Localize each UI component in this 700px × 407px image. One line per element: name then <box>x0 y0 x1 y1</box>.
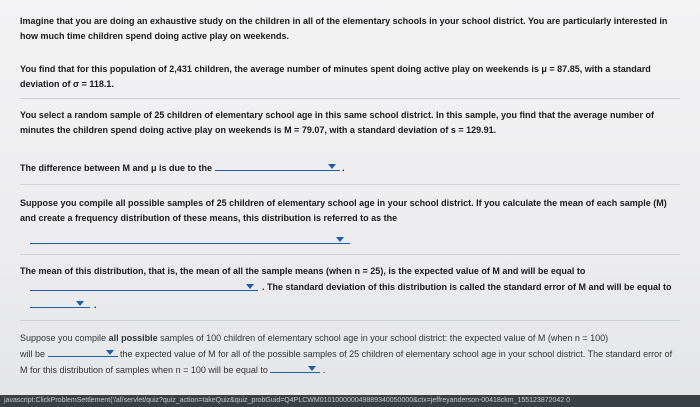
question-3-continued <box>262 280 682 295</box>
standard-error-100-dropdown[interactable] <box>270 362 320 373</box>
question-4-text-a: Suppose you compile <box>20 333 107 343</box>
divider <box>20 320 680 321</box>
chevron-down-icon <box>106 350 114 355</box>
question-4-bold: all possible <box>108 333 158 343</box>
question-1-end: . <box>342 163 345 173</box>
intro-text: Imagine that you are doing an exhaustive study on the children in all of the elementary schools in your school district. You are particularly interested in how much time children spend doing active play on weekends. <box>20 16 668 41</box>
chevron-down-icon <box>246 284 254 289</box>
question-4-will-be: will be <box>20 349 46 359</box>
question-3-text-b: . The standard deviation of this distribution is called the standard error of M and will be equal to <box>262 282 672 292</box>
question-2-text-a: Suppose you compile <box>20 198 114 208</box>
question-4-text-c: the expected value of M for all of the possible samples of 25 children of elementary school age in your school district. The standard error of M for this distribution of samples when n = 100 will be equal to <box>20 349 673 375</box>
population-paragraph <box>20 62 680 92</box>
question-1 <box>20 160 680 176</box>
question-3 <box>20 264 680 279</box>
question-3-text-a: The mean of this distribution, that is, the mean of all the sample means (when n = 25), is the expected value of M and will be equal to <box>20 266 586 276</box>
question-1-text: The difference between M and μ is due to the <box>20 163 213 173</box>
chevron-down-icon <box>308 366 316 371</box>
chevron-down-icon <box>76 301 84 306</box>
intro-paragraph <box>20 14 680 44</box>
difference-cause-dropdown[interactable] <box>215 160 340 171</box>
browser-status-bar <box>0 395 700 407</box>
question-4-end: . <box>322 365 326 375</box>
question-2-bold: all possible <box>115 198 165 208</box>
sample-paragraph <box>20 108 680 138</box>
distribution-name-dropdown[interactable] <box>30 233 350 244</box>
question-4 <box>20 331 680 378</box>
sample-text: You select a random sample of 25 children of elementary school age in this same school district. In this sample, you find that the average number of minutes the children spend doing active play on weekends is M = 79.07, with a standard deviation of s = 129.91. <box>20 110 654 135</box>
divider <box>20 254 680 255</box>
population-text: You find that for this population of 2,431 children, the average number of minutes spent doing active play on weekends is μ = 87.85, with a standard deviation of σ = 118.1. <box>20 64 651 89</box>
status-url: javascript:ClickProblemSettlement('/af/servlet/quiz?quiz_action=takeQuiz&quiz_probGuid=Q4PLCWM010100000049889340050000&ctx=jeffreyanderson-00418ckm_155123872042 0 <box>4 397 571 404</box>
chevron-down-icon <box>336 237 344 242</box>
question-3-end: . <box>94 300 97 310</box>
divider <box>20 184 680 185</box>
question-3-end-wrap <box>94 298 114 313</box>
question-2-text-b: samples of 25 children of elementary school age in your school district. If you calculate the mean of each sample (M) and create a frequency distribution of these means, this distribution is referred to as the <box>20 198 667 223</box>
question-2 <box>20 196 680 226</box>
standard-error-dropdown[interactable] <box>30 297 90 308</box>
expected-value-dropdown[interactable] <box>30 280 258 291</box>
divider <box>20 98 680 99</box>
comparison-dropdown[interactable] <box>48 346 118 357</box>
chevron-down-icon <box>328 164 336 169</box>
question-4-text-b: samples of 100 children of elementary school age in your school district: the expected value of M (when n = 100) <box>160 333 609 343</box>
